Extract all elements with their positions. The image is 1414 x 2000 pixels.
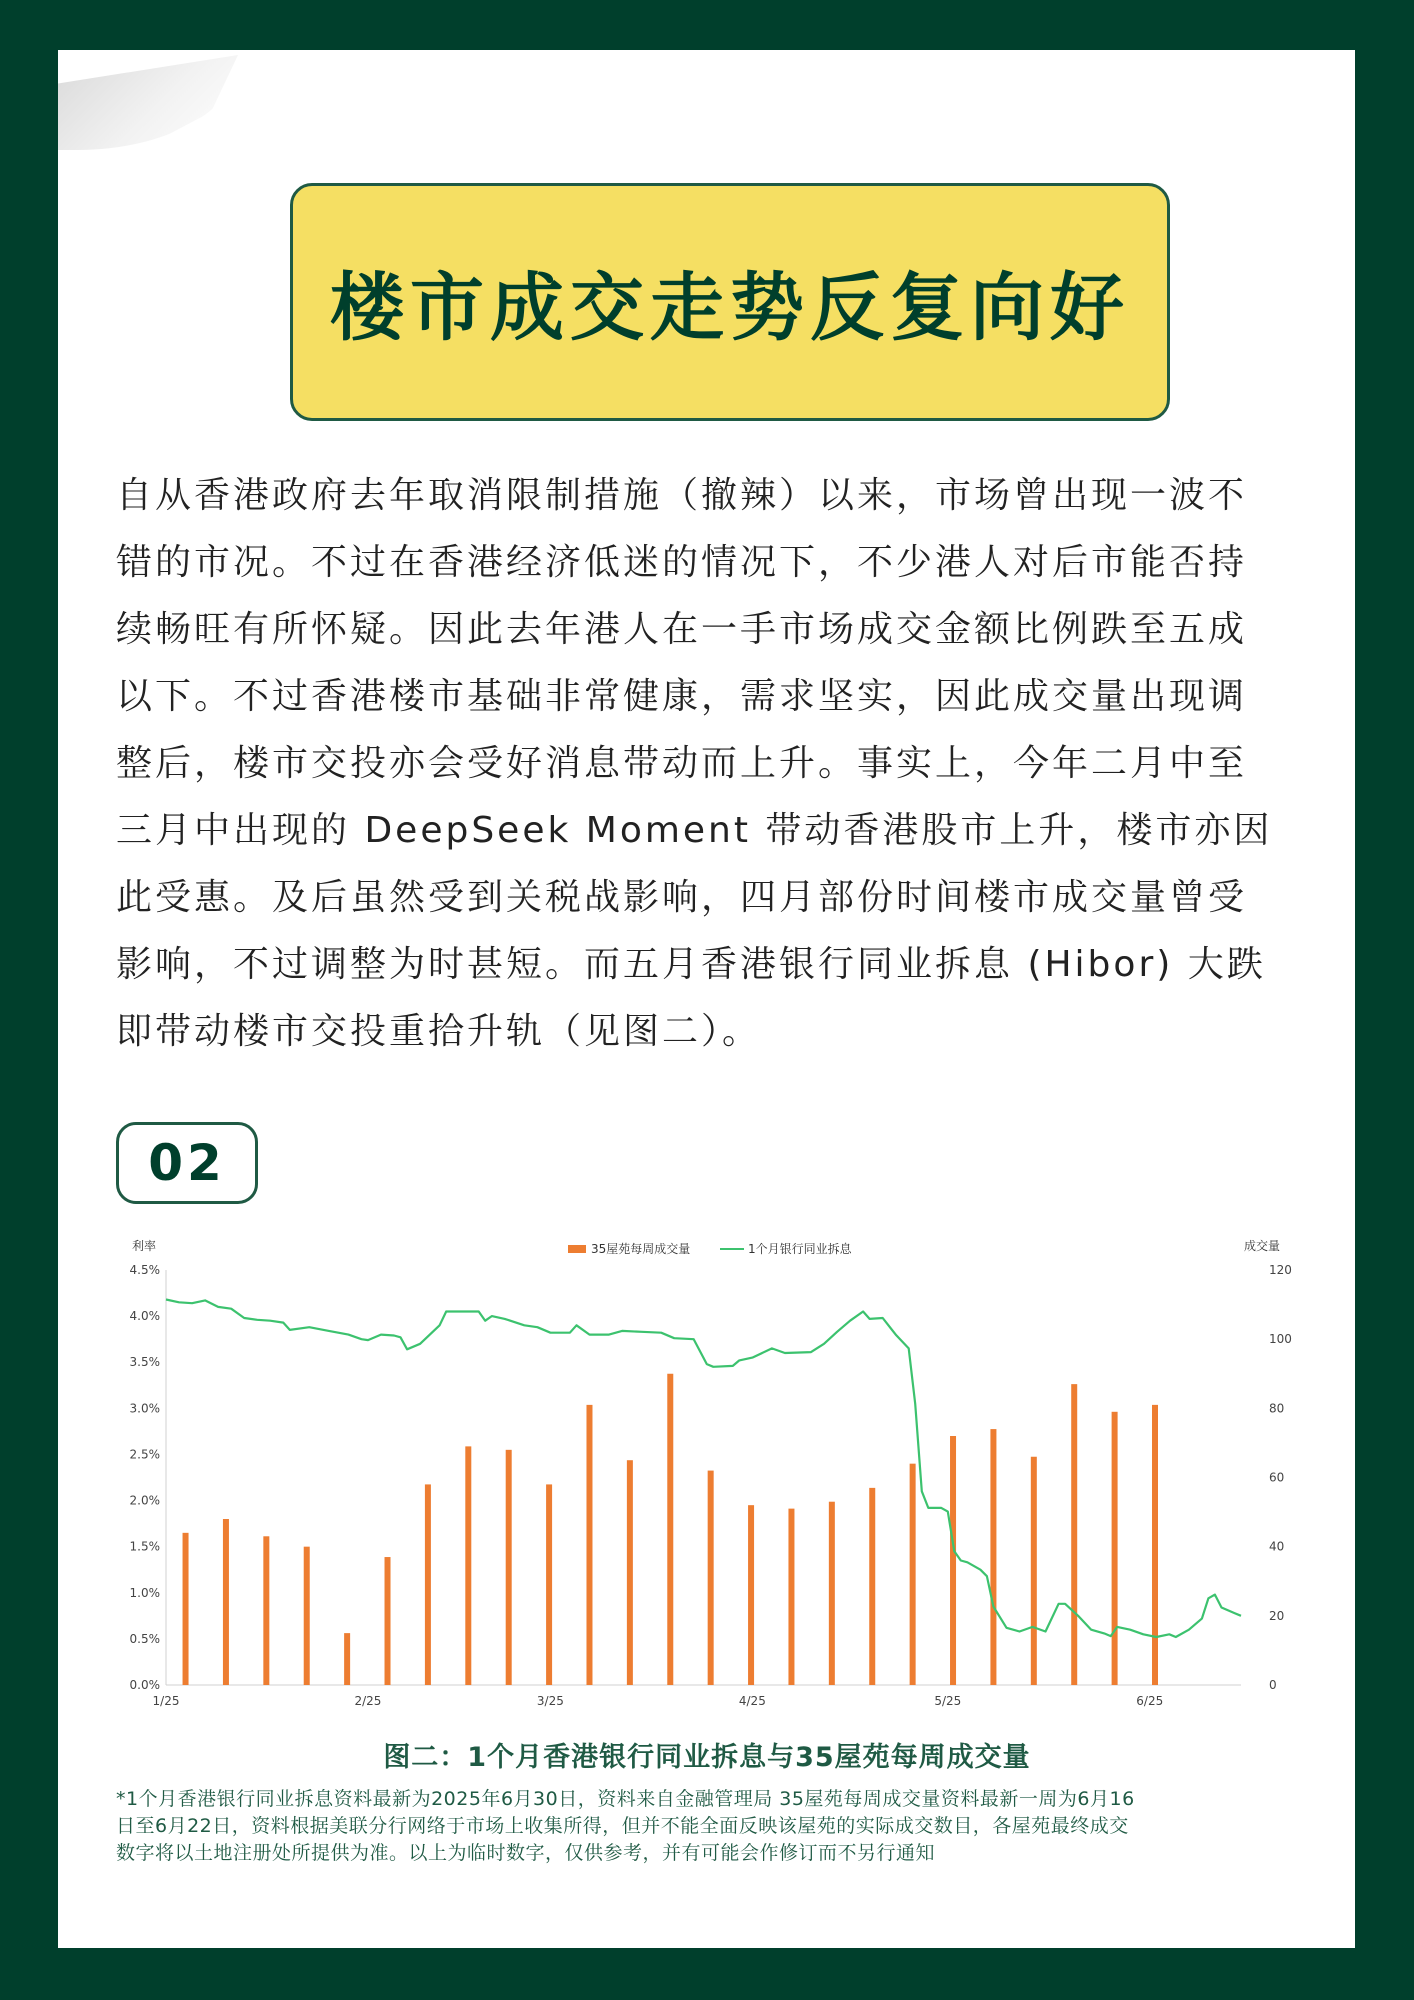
right-tick-label: 60 [1269, 1470, 1285, 1485]
left-tick-label: 4.0% [129, 1309, 160, 1324]
right-tick-label: 120 [1269, 1263, 1292, 1277]
chart-caption: 图二：1个月香港银行同业拆息与35屋苑每周成交量 [383, 1742, 1031, 1773]
volume-bar [465, 1446, 471, 1685]
right-tick-label: 80 [1269, 1401, 1285, 1416]
left-tick-label: 1.5% [129, 1539, 160, 1554]
volume-bar [385, 1557, 391, 1685]
paragraph-line: 三月中出现的 DeepSeek Moment 带动香港股市上升，楼市亦因 [116, 810, 1273, 851]
figure-number-badge: 02 [116, 1122, 258, 1204]
legend-bar-label: 35屋苑每周成交量 [591, 1242, 691, 1256]
footnote-line: *1个月香港银行同业拆息资料最新为2025年6月30日，资料来自金融管理局 35屋苑每周成交量资料最新一周为6月16 [116, 1788, 1135, 1810]
volume-bar [344, 1633, 350, 1685]
volume-bar [869, 1488, 875, 1685]
x-tick-label: 2/25 [354, 1694, 382, 1708]
title-banner [290, 183, 1170, 421]
left-tick-label: 3.5% [129, 1355, 160, 1370]
x-tick-label: 3/25 [536, 1694, 564, 1708]
paragraph-line: 此受惠。及后虽然受到关税战影响，四月部份时间楼市成交量曾受 [116, 877, 1248, 918]
hibor-line [166, 1300, 1241, 1638]
footnote-line: 数字将以土地注册处所提供为准。以上为临时数字，仅供参考，并有可能会作修订而不另行通知 [116, 1842, 936, 1864]
volume-bar [829, 1502, 835, 1685]
volume-bar [223, 1519, 229, 1685]
volume-bar [708, 1471, 714, 1685]
right-axis-title: 成交量 [1244, 1239, 1281, 1253]
volume-bar [910, 1464, 916, 1685]
volume-bar [748, 1505, 754, 1685]
left-axis-title: 利率 [132, 1239, 157, 1253]
left-tick-label: 3.0% [129, 1401, 160, 1416]
x-tick-label: 1/25 [152, 1694, 180, 1708]
body-paragraph [116, 462, 1306, 1065]
volume-bar [1071, 1384, 1077, 1685]
paragraph-line: 即带动楼市交投重拾升轨（见图二）。 [116, 1011, 762, 1052]
right-tick-label: 100 [1269, 1332, 1292, 1347]
left-tick-label: 2.5% [129, 1447, 160, 1462]
right-tick-label: 20 [1269, 1608, 1285, 1623]
left-tick-label: 0.0% [129, 1678, 160, 1692]
paragraph-line: 错的市况。不过在香港经济低迷的情况下，不少港人对后市能否持 [116, 542, 1248, 583]
hibor-volume-chart [116, 1232, 1316, 1722]
volume-bar [990, 1429, 996, 1685]
page-title: 楼市成交走势反复向好 [330, 265, 1130, 351]
paragraph-line: 续畅旺有所怀疑。因此去年港人在一手市场成交金额比例跌至五成 [116, 609, 1248, 650]
right-tick-label: 0 [1269, 1678, 1277, 1692]
volume-bar [1152, 1405, 1158, 1685]
legend-line-label: 1个月银行同业拆息 [748, 1242, 852, 1256]
volume-bar [183, 1533, 189, 1685]
volume-bar [1112, 1412, 1118, 1685]
right-tick-label: 40 [1269, 1539, 1285, 1554]
volume-bar [263, 1536, 269, 1685]
volume-bar [667, 1374, 673, 1685]
volume-bar [627, 1460, 633, 1685]
left-tick-label: 0.5% [129, 1631, 160, 1646]
volume-bar [304, 1547, 310, 1685]
paragraph-line: 整后，楼市交投亦会受好消息带动而上升。事实上，今年二月中至 [116, 743, 1248, 784]
x-tick-label: 4/25 [738, 1694, 766, 1708]
left-tick-label: 2.0% [129, 1493, 160, 1508]
x-tick-label: 6/25 [1136, 1694, 1164, 1708]
volume-bar [546, 1484, 552, 1685]
paragraph-line: 以下。不过香港楼市基础非常健康，需求坚实，因此成交量出现调 [116, 676, 1248, 717]
volume-bar [506, 1450, 512, 1685]
footnote-line: 日至6月22日，资料根据美联分行网络于市场上收集所得，但并不能全面反映该屋苑的实际成交数目，各屋苑最终成交 [116, 1815, 1129, 1837]
legend-bar-swatch [568, 1245, 586, 1253]
footnote [116, 1786, 1306, 1867]
volume-bar [788, 1509, 794, 1685]
volume-bar [425, 1484, 431, 1685]
x-tick-label: 5/25 [934, 1694, 962, 1708]
volume-bar [950, 1436, 956, 1685]
paragraph-line: 自从香港政府去年取消限制措施（撤辣）以来，市场曾出现一波不 [116, 475, 1248, 516]
paragraph-line: 影响，不过调整为时甚短。而五月香港银行同业拆息 (Hibor) 大跌 [116, 944, 1266, 985]
left-tick-label: 1.0% [129, 1585, 160, 1600]
volume-bar [1031, 1457, 1037, 1685]
left-tick-label: 4.5% [129, 1263, 160, 1277]
volume-bar [586, 1405, 592, 1685]
